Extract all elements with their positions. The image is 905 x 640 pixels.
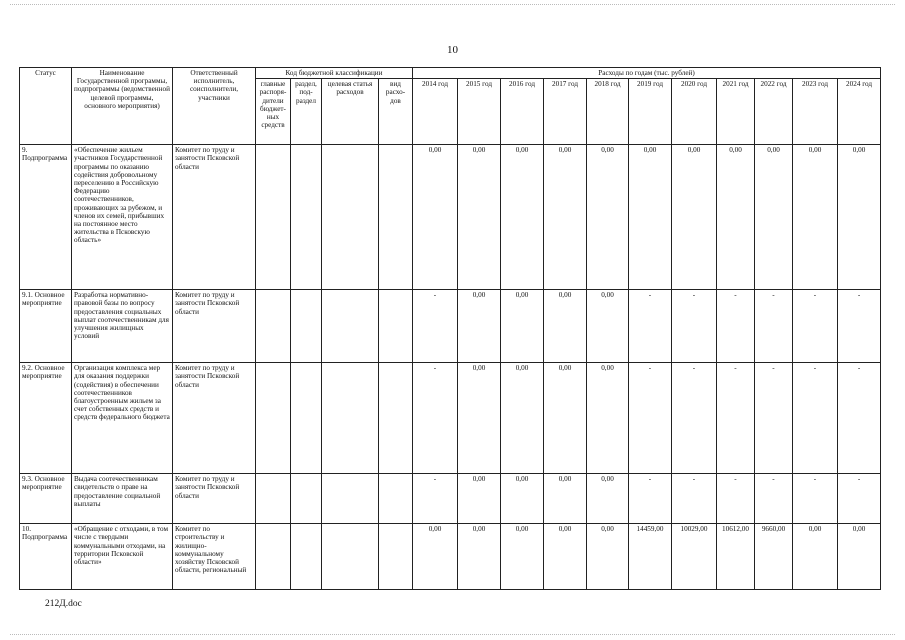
cell-value: - xyxy=(672,474,717,524)
cell-value: - xyxy=(672,363,717,474)
cell-value: - xyxy=(793,290,838,363)
cell-status: 9.3. Основное мероприятие xyxy=(20,474,72,524)
cell-value: - xyxy=(755,290,793,363)
cell-value: 0,00 xyxy=(544,145,587,290)
cell-budget-code xyxy=(291,145,322,290)
cell-budget-code xyxy=(291,290,322,363)
cell-budget-code xyxy=(322,474,379,524)
cell-value: 0,00 xyxy=(544,363,587,474)
cell-value: 0,00 xyxy=(587,363,629,474)
cell-budget-code xyxy=(379,524,413,590)
cell-budget-code xyxy=(291,524,322,590)
cell-value: 9660,00 xyxy=(755,524,793,590)
cell-value: 0,00 xyxy=(413,145,458,290)
cell-budget-code xyxy=(256,290,291,363)
cell-value: - xyxy=(793,363,838,474)
header-year: 2014 год xyxy=(413,79,458,145)
header-responsible: Ответственный исполнитель, соисполнители, участники xyxy=(173,68,256,145)
scan-top-edge xyxy=(10,4,895,5)
cell-budget-code xyxy=(291,474,322,524)
cell-responsible: Комитет по труду и занятости Псковской области xyxy=(173,474,256,524)
cell-budget-code xyxy=(256,524,291,590)
cell-value: - xyxy=(629,474,672,524)
cell-name: Организация комплекса мер для оказания поддержки (содействия) в обеспечении соотечественников благоустроенным жильем за счет собственных средств и средств федерального бюджета xyxy=(72,363,173,474)
cell-value: - xyxy=(413,474,458,524)
header-year: 2015 год xyxy=(458,79,501,145)
cell-value: 0,00 xyxy=(838,145,881,290)
header-section: раздел, под-раздел xyxy=(291,79,322,145)
cell-name: «Обращение с отходами, в том числе с твердыми коммунальными отходами, на территории Псковской области» xyxy=(72,524,173,590)
cell-value: - xyxy=(793,474,838,524)
cell-budget-code xyxy=(379,474,413,524)
cell-value: 0,00 xyxy=(629,145,672,290)
cell-value: - xyxy=(838,474,881,524)
cell-value: 0,00 xyxy=(458,145,501,290)
cell-value: 0,00 xyxy=(587,524,629,590)
table-row xyxy=(20,524,881,590)
cell-value: - xyxy=(717,474,755,524)
cell-budget-code xyxy=(256,145,291,290)
cell-value: 10612,00 xyxy=(717,524,755,590)
cell-responsible: Комитет по труду и занятости Псковской области xyxy=(173,145,256,290)
cell-value: - xyxy=(838,363,881,474)
header-expenses: Расходы по годам (тыс. рублей) xyxy=(413,68,881,79)
header-grbs: главные распоря-дители бюджет-ных средств xyxy=(256,79,291,145)
cell-budget-code xyxy=(322,524,379,590)
cell-responsible: Комитет по труду и занятости Псковской области xyxy=(173,290,256,363)
header-expense-type: вид расхо-дов xyxy=(379,79,413,145)
cell-value: - xyxy=(838,290,881,363)
cell-budget-code xyxy=(256,363,291,474)
header-target: целевая статья расходов xyxy=(322,79,379,145)
table-row xyxy=(20,474,881,524)
cell-budget-code xyxy=(322,290,379,363)
cell-value: 0,00 xyxy=(413,524,458,590)
cell-value: 0,00 xyxy=(755,145,793,290)
header-year: 2020 год xyxy=(672,79,717,145)
header-year: 2018 год xyxy=(587,79,629,145)
cell-status: 9.2. Основное мероприятие xyxy=(20,363,72,474)
header-year: 2024 год xyxy=(838,79,881,145)
table-row xyxy=(20,145,881,290)
cell-value: 0,00 xyxy=(458,290,501,363)
cell-value: - xyxy=(629,363,672,474)
header-year: 2017 год xyxy=(544,79,587,145)
cell-value: 0,00 xyxy=(793,145,838,290)
cell-value: 14459,00 xyxy=(629,524,672,590)
cell-name: Разработка нормативно-правовой базы по вопросу предоставления социальных выплат соотечественникам для улучшения жилищных условий xyxy=(72,290,173,363)
cell-budget-code xyxy=(379,145,413,290)
cell-value: - xyxy=(717,363,755,474)
table-body xyxy=(20,145,881,590)
budget-table xyxy=(19,67,881,590)
header-budget-code: Код бюджетной классификации xyxy=(256,68,413,79)
cell-value: 0,00 xyxy=(793,524,838,590)
header-year: 2019 год xyxy=(629,79,672,145)
cell-value: 0,00 xyxy=(458,363,501,474)
cell-name: Выдача соотечественникам свидетельств о праве на предоставление социальной выплаты xyxy=(72,474,173,524)
cell-value: 0,00 xyxy=(544,290,587,363)
cell-value: - xyxy=(413,363,458,474)
cell-budget-code xyxy=(256,474,291,524)
cell-value: 0,00 xyxy=(717,145,755,290)
cell-responsible: Комитет по строительству и жилищно-коммунальному хозяйству Псковской области, региональный xyxy=(173,524,256,590)
cell-value: 0,00 xyxy=(544,474,587,524)
cell-budget-code xyxy=(379,290,413,363)
page-number: 10 xyxy=(447,44,458,56)
cell-value: - xyxy=(755,363,793,474)
table-row xyxy=(20,290,881,363)
header-year: 2023 год xyxy=(793,79,838,145)
cell-value: 0,00 xyxy=(501,524,544,590)
cell-status: 9. Подпрограмма xyxy=(20,145,72,290)
cell-name: «Обеспечение жильем участников Государственной программы по оказанию содействия добровольному переселению в Российскую Федерацию соотечественников, проживающих за рубежом, и членов их семей, прибывших на постоянное место жительства в Псковскую область» xyxy=(72,145,173,290)
cell-value: 0,00 xyxy=(458,524,501,590)
cell-value: 0,00 xyxy=(838,524,881,590)
header-name: Наименование Государственной программы, подпрограммы (ведомственной целевой программы, основного мероприятия) xyxy=(72,68,173,145)
cell-value: - xyxy=(672,290,717,363)
cell-budget-code xyxy=(379,363,413,474)
cell-value: - xyxy=(629,290,672,363)
header-year: 2022 год xyxy=(755,79,793,145)
cell-budget-code xyxy=(322,363,379,474)
cell-status: 9.1. Основное мероприятие xyxy=(20,290,72,363)
cell-budget-code xyxy=(291,363,322,474)
cell-status: 10. Подпрограмма xyxy=(20,524,72,590)
cell-value: 0,00 xyxy=(544,524,587,590)
cell-value: 0,00 xyxy=(501,290,544,363)
header-status: Статус xyxy=(20,68,72,145)
cell-value: - xyxy=(413,290,458,363)
header-year: 2016 год xyxy=(501,79,544,145)
cell-value: 0,00 xyxy=(501,474,544,524)
cell-value: 0,00 xyxy=(458,474,501,524)
cell-value: 0,00 xyxy=(587,474,629,524)
cell-value: 0,00 xyxy=(587,145,629,290)
cell-value: 0,00 xyxy=(587,290,629,363)
cell-value: 10029,00 xyxy=(672,524,717,590)
table-row xyxy=(20,363,881,474)
header-year: 2021 год xyxy=(717,79,755,145)
scan-bottom-edge xyxy=(10,634,895,635)
cell-value: - xyxy=(755,474,793,524)
cell-value: - xyxy=(717,290,755,363)
cell-value: 0,00 xyxy=(672,145,717,290)
cell-budget-code xyxy=(322,145,379,290)
cell-value: 0,00 xyxy=(501,145,544,290)
cell-responsible: Комитет по труду и занятости Псковской области xyxy=(173,363,256,474)
cell-value: 0,00 xyxy=(501,363,544,474)
footer-filename: 212Д.doc xyxy=(45,599,82,609)
